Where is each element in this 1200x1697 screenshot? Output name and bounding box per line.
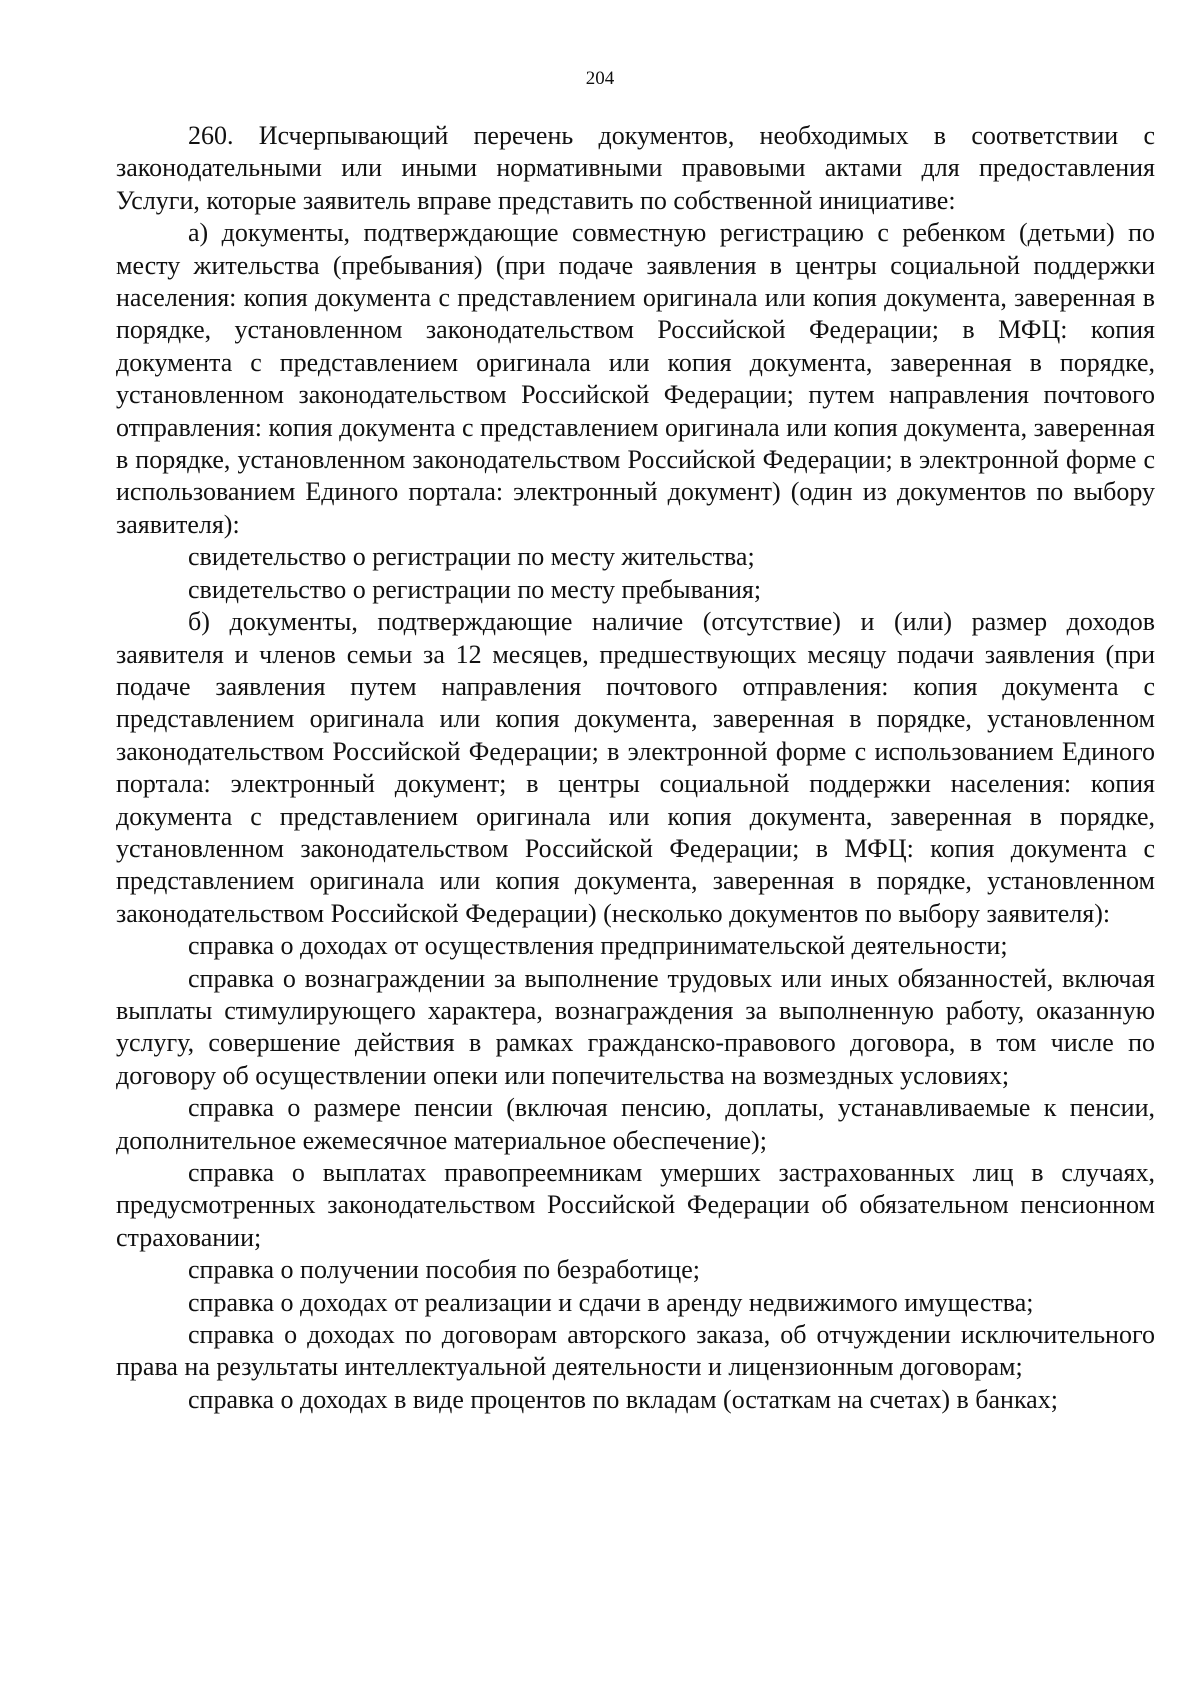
list-item: справка о получении пособия по безработице; <box>188 1255 700 1285</box>
list-item: свидетельство о регистрации по месту пребывания; <box>188 574 762 604</box>
paragraph-item-b: б) документы, подтверждающие наличие (отсутствие) и (или) размер доходов заявителя и членов семьи за 12 месяцев, предшествующих месяцу подачи заявления (при подаче заявления путем направления почтового отправления: копия документа с представлением оригинала или копия документа, заверенная в порядке, установленном законодательством Российской Федерации; в электронной форме с использованием Единого портала: электронный документ; в центры социальной поддержки населения: копия документа с представлением оригинала или копия документа, заверенная в порядке, установленном законодательством Российской Федерации; в МФЦ: копия документа с представлением оригинала или копия документа, заверенная в порядке, установленном законодательством Российской Федерации) (несколько документов по выбору заявителя): <box>116 607 1155 928</box>
list-item: справка о доходах от осуществления предпринимательской деятельности; <box>188 931 1008 961</box>
list-item: справка о доходах по договорам авторского заказа, об отчуждении исключительного права на результаты интеллектуальной деятельности и лицензионным договорам; <box>116 1320 1155 1382</box>
list-item: справка о вознаграждении за выполнение трудовых или иных обязанностей, включая выплаты стимулирующего характера, вознаграждения за выполненную работу, оказанную услугу, совершение действия в рамках гражданско-правового договора, в том числе по договору об осуществлении опеки или попечительства на возмездных условиях; <box>116 963 1155 1090</box>
list-item: справка о размере пенсии (включая пенсию, доплаты, устанавливаемые к пенсии, дополнительное ежемесячное материальное обеспечение); <box>116 1093 1155 1155</box>
page-number: 204 <box>585 68 615 89</box>
document-body <box>116 120 1155 1416</box>
list-item: справка о доходах в виде процентов по вкладам (остаткам на счетах) в банках; <box>188 1384 1058 1414</box>
list-item: свидетельство о регистрации по месту жительства; <box>188 542 755 572</box>
paragraph-260-intro: 260. Исчерпывающий перечень документов, необходимых в соответствии с законодательными или иными нормативными правовыми актами для предоставления Услуги, которые заявитель вправе представить по собственной инициативе: <box>116 121 1155 215</box>
list-item: справка о выплатах правопреемникам умерших застрахованных лиц в случаях, предусмотренных законодательством Российской Федерации об обязательном пенсионном страховании; <box>116 1158 1155 1252</box>
paragraph-item-a: а) документы, подтверждающие совместную регистрацию с ребенком (детьми) по месту жительства (пребывания) (при подаче заявления в центры социальной поддержки населения: копия документа с представлением оригинала или копия документа, заверенная в порядке, установленном законодательством Российской Федерации; в МФЦ: копия документа с представлением оригинала или копия документа, заверенная в порядке, установленном законодательством Российской Федерации; путем направления почтового отправления: копия документа с представлением оригинала или копия документа, заверенная в порядке, установленном законодательством Российской Федерации; в электронной форме с использованием Единого портала: электронный документ) (один из документов по выбору заявителя): <box>116 218 1155 539</box>
list-item: справка о доходах от реализации и сдачи в аренду недвижимого имущества; <box>188 1287 1034 1317</box>
